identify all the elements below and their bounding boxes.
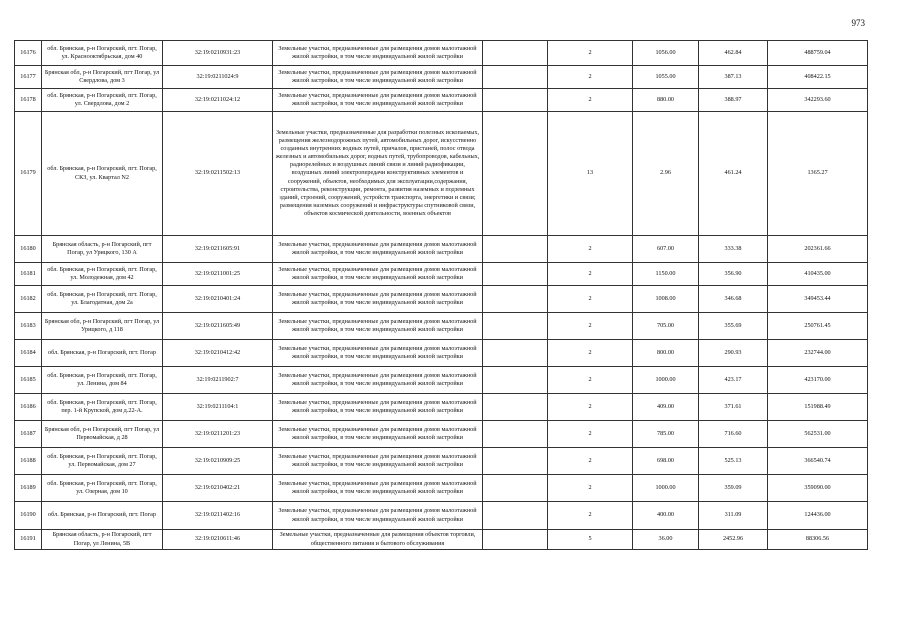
cell-area: 1000.00 (633, 475, 699, 502)
cell-empty (483, 286, 548, 313)
cell-land-usage: Земельные участки, предназначенные для размещения домов малоэтажной жилой застройки, в том числе индивидуальной жилой застройки (273, 475, 483, 502)
cell-cadastral-value: 124436.00 (768, 502, 868, 530)
cell-unit-value: 525.13 (699, 448, 768, 475)
cell-cadastral-number: 32:19:0211024:9 (163, 66, 273, 89)
cell-cadastral-value: 151988.49 (768, 394, 868, 421)
cell-group: 2 (548, 421, 633, 448)
table-row (15, 263, 868, 286)
cell-group: 2 (548, 502, 633, 530)
cell-area: 607.00 (633, 236, 699, 263)
table-row (15, 502, 868, 530)
cell-address: обл. Брянская, р-н Погарский, пгт. Погар, ул. Первомайская, дом 27 (42, 448, 163, 475)
cell-group: 2 (548, 263, 633, 286)
cell-id: 16182 (15, 286, 42, 313)
cell-cadastral-value: 232744.00 (768, 340, 868, 367)
cell-land-usage: Земельные участки, предназначенные для размещения домов малоэтажной жилой застройки, в том числе индивидуальной жилой застройки (273, 313, 483, 340)
table-row (15, 475, 868, 502)
cell-id: 16183 (15, 313, 42, 340)
cell-empty (483, 313, 548, 340)
cell-area: 2.96 (633, 112, 699, 236)
cell-unit-value: 356.90 (699, 263, 768, 286)
cell-address: Брянская обл, р-н Погарский, пгт Погар, ул Урицкого, д 118 (42, 313, 163, 340)
cell-unit-value: 311.09 (699, 502, 768, 530)
table-row (15, 112, 868, 236)
cell-cadastral-number: 32:19:0211502:13 (163, 112, 273, 236)
cell-group: 2 (548, 367, 633, 394)
cell-unit-value: 2452.96 (699, 530, 768, 550)
cell-land-usage: Земельные участки, предназначенные для размещения домов малоэтажной жилой застройки, в том числе индивидуальной жилой застройки (273, 66, 483, 89)
cell-empty (483, 475, 548, 502)
cell-group: 2 (548, 286, 633, 313)
cell-area: 1000.00 (633, 367, 699, 394)
table-row (15, 421, 868, 448)
cell-land-usage: Земельные участки, предназначенные для размещения домов малоэтажной жилой застройки, в том числе индивидуальной жилой застройки (273, 421, 483, 448)
cell-empty (483, 502, 548, 530)
cell-id: 16178 (15, 89, 42, 112)
cell-unit-value: 716.60 (699, 421, 768, 448)
cell-land-usage: Земельные участки, предназначенные для размещения домов малоэтажной жилой застройки, в том числе индивидуальной жилой застройки (273, 286, 483, 313)
cell-empty (483, 236, 548, 263)
cell-land-usage: Земельные участки, предназначенные для размещения домов малоэтажной жилой застройки, в том числе индивидуальной жилой застройки (273, 502, 483, 530)
cell-unit-value: 290.93 (699, 340, 768, 367)
cell-group: 2 (548, 313, 633, 340)
cell-address: обл. Брянская, р-н Погарский, пгт. Погар, ул. Молодежная, дом 42 (42, 263, 163, 286)
cell-cadastral-number: 32:19:0211605:49 (163, 313, 273, 340)
cell-cadastral-value: 1365.27 (768, 112, 868, 236)
cell-unit-value: 423.17 (699, 367, 768, 394)
cell-address: обл. Брянская, р-н Погарский, пгт. Погар, СКЗ, ул. Квартал N2 (42, 112, 163, 236)
cell-address: Брянская область, р-н Погарский, пгт Погар, ул Ленина, 5В (42, 530, 163, 550)
cell-address: обл. Брянская, р-н Погарский, пгт. Погар, ул. Краснооктябрьская, дом 40 (42, 41, 163, 66)
cell-cadastral-number: 32:19:0210401:24 (163, 286, 273, 313)
cell-address: обл. Брянская, р-н Погарский, пгт. Погар, ул. Озерная, дом 10 (42, 475, 163, 502)
cell-land-usage: Земельные участки, предназначенные для размещения домов малоэтажной жилой застройки, в том числе индивидуальной жилой застройки (273, 263, 483, 286)
cell-group: 5 (548, 530, 633, 550)
cell-empty (483, 89, 548, 112)
cell-cadastral-number: 32:19:0211201:23 (163, 421, 273, 448)
cell-address: обл. Брянская, р-н Погарский, пгт. Погар (42, 502, 163, 530)
cell-address: Брянская обл, р-н Погарский, пгт Погар, ул Свердлова, дом 3 (42, 66, 163, 89)
cell-cadastral-value: 349453.44 (768, 286, 868, 313)
cell-cadastral-value: 562531.00 (768, 421, 868, 448)
cell-cadastral-value: 423170.00 (768, 367, 868, 394)
cell-cadastral-number: 32:19:0211024:12 (163, 89, 273, 112)
table-row (15, 66, 868, 89)
cell-id: 16180 (15, 236, 42, 263)
cell-unit-value: 346.68 (699, 286, 768, 313)
cell-address: обл. Брянская, р-н Погарский, пгт. Погар, ул. Свердлова, дом 2 (42, 89, 163, 112)
cell-cadastral-value: 342293.60 (768, 89, 868, 112)
cell-cadastral-value: 408422.15 (768, 66, 868, 89)
registry-body (15, 41, 868, 550)
cell-empty (483, 394, 548, 421)
cell-area: 1056.00 (633, 41, 699, 66)
cell-area: 400.00 (633, 502, 699, 530)
cell-address: обл. Брянская, р-н Погарский, пгт. Погар, пер. 1-й Крупской, дом д.22-А. (42, 394, 163, 421)
cell-address: Брянская обл, р-н Погарский, пгт Погар, ул Первомайская, д 28 (42, 421, 163, 448)
cell-unit-value: 388.97 (699, 89, 768, 112)
cell-land-usage: Земельные участки, предназначенные для размещения объектов торговли, общественного питания и бытового обслуживания (273, 530, 483, 550)
cell-id: 16179 (15, 112, 42, 236)
cell-cadastral-value: 366540.74 (768, 448, 868, 475)
cell-group: 13 (548, 112, 633, 236)
cell-empty (483, 263, 548, 286)
cell-id: 16191 (15, 530, 42, 550)
cell-unit-value: 333.38 (699, 236, 768, 263)
cell-cadastral-number: 32:19:0210909:25 (163, 448, 273, 475)
cell-id: 16187 (15, 421, 42, 448)
cell-empty (483, 421, 548, 448)
cell-id: 16185 (15, 367, 42, 394)
table-row (15, 313, 868, 340)
cell-cadastral-number: 32:19:0211402:16 (163, 502, 273, 530)
cell-cadastral-value: 88306.56 (768, 530, 868, 550)
cell-unit-value: 387.13 (699, 66, 768, 89)
cell-id: 16181 (15, 263, 42, 286)
cell-cadastral-number: 32:19:0211001:25 (163, 263, 273, 286)
cell-id: 16184 (15, 340, 42, 367)
cell-empty (483, 367, 548, 394)
cell-address: обл. Брянская, р-н Погарский, пгт. Погар (42, 340, 163, 367)
cell-empty (483, 340, 548, 367)
cell-land-usage: Земельные участки, предназначенные для размещения домов малоэтажной жилой застройки, в том числе индивидуальной жилой застройки (273, 448, 483, 475)
cell-unit-value: 355.69 (699, 313, 768, 340)
cell-cadastral-value: 488759.04 (768, 41, 868, 66)
cell-id: 16190 (15, 502, 42, 530)
cell-address: обл. Брянская, р-н Погарский, пгт. Погар, ул. Ленина, дом 84 (42, 367, 163, 394)
cell-address: Брянская область, р-н Погарский, пгт Погар, ул Урицкого, 130 А (42, 236, 163, 263)
cell-group: 2 (548, 448, 633, 475)
cell-empty (483, 112, 548, 236)
cell-id: 16188 (15, 448, 42, 475)
table-row (15, 530, 868, 550)
cell-area: 409.00 (633, 394, 699, 421)
cell-group: 2 (548, 66, 633, 89)
cell-land-usage: Земельные участки, предназначенные для размещения домов малоэтажной жилой застройки, в том числе индивидуальной жилой застройки (273, 367, 483, 394)
cell-area: 1008.00 (633, 286, 699, 313)
cell-cadastral-number: 32:19:0211605:91 (163, 236, 273, 263)
cell-area: 36.00 (633, 530, 699, 550)
cell-cadastral-value: 202361.66 (768, 236, 868, 263)
cell-land-usage: Земельные участки, предназначенные для размещения домов малоэтажной жилой застройки, в том числе индивидуальной жилой застройки (273, 89, 483, 112)
table-row (15, 367, 868, 394)
cell-id: 16189 (15, 475, 42, 502)
table-row (15, 394, 868, 421)
cell-area: 880.00 (633, 89, 699, 112)
cell-cadastral-number: 32:19:0210611:46 (163, 530, 273, 550)
cell-id: 16176 (15, 41, 42, 66)
cell-empty (483, 530, 548, 550)
table-row (15, 236, 868, 263)
cell-land-usage: Земельные участки, предназначенные для размещения домов малоэтажной жилой застройки, в том числе индивидуальной жилой застройки (273, 394, 483, 421)
cell-area: 1055.00 (633, 66, 699, 89)
cell-unit-value: 371.61 (699, 394, 768, 421)
cell-land-usage: Земельные участки, предназначенные для разработки полезных ископаемых, размещения железнодорожных путей, автомобильных дорог, искусственно созданных внутренних водных путей, причалов, пристаней, полос отвода железных и автомобильных дорог, водных путей, трубопроводов, кабельных, радиорелейных и воздушных линий связи и линий радиофикации, воздушных линий электропередачи конструктивных элементов и сооружений, объектов, необходимых для эксплуатации,содержания, строительства, реконструкции, ремонта, развития наземных и подземных зданий, строений, сооружений, устройств транспорта, энергетики и связи; размещения наземных сооружений и инфраструктуры спутниковой связи, объектов космической деятельности, военных объектов (273, 112, 483, 236)
cell-cadastral-value: 410435.00 (768, 263, 868, 286)
cell-unit-value: 461.24 (699, 112, 768, 236)
table-row (15, 89, 868, 112)
cell-group: 2 (548, 89, 633, 112)
cell-area: 785.00 (633, 421, 699, 448)
cell-area: 698.00 (633, 448, 699, 475)
cell-land-usage: Земельные участки, предназначенные для размещения домов малоэтажной жилой застройки, в том числе индивидуальной жилой застройки (273, 236, 483, 263)
cell-empty (483, 66, 548, 89)
table-row (15, 448, 868, 475)
cell-cadastral-value: 359090.00 (768, 475, 868, 502)
cell-unit-value: 359.09 (699, 475, 768, 502)
table-row (15, 340, 868, 367)
cell-group: 2 (548, 236, 633, 263)
page-number: 973 (851, 18, 865, 28)
cell-empty (483, 448, 548, 475)
cell-land-usage: Земельные участки, предназначенные для размещения домов малоэтажной жилой застройки, в том числе индивидуальной жилой застройки (273, 41, 483, 66)
cell-area: 705.00 (633, 313, 699, 340)
cell-group: 2 (548, 41, 633, 66)
cell-area: 1150.00 (633, 263, 699, 286)
cell-cadastral-number: 32:19:0211902:7 (163, 367, 273, 394)
cell-cadastral-number: 32:19:0210402:21 (163, 475, 273, 502)
cell-land-usage: Земельные участки, предназначенные для размещения домов малоэтажной жилой застройки, в том числе индивидуальной жилой застройки (273, 340, 483, 367)
cell-area: 800.00 (633, 340, 699, 367)
table-row (15, 41, 868, 66)
table-row (15, 286, 868, 313)
cell-id: 16186 (15, 394, 42, 421)
cell-cadastral-number: 32:19:0210931:23 (163, 41, 273, 66)
cell-address: обл. Брянская, р-н Погарский, пгт. Погар, ул. Благодатная, дом 2а (42, 286, 163, 313)
cell-cadastral-number: 32:19:0211104:1 (163, 394, 273, 421)
cell-id: 16177 (15, 66, 42, 89)
land-registry-table (14, 40, 868, 550)
cell-cadastral-value: 250761.45 (768, 313, 868, 340)
cell-group: 2 (548, 394, 633, 421)
cell-cadastral-number: 32:19:0210412:42 (163, 340, 273, 367)
cell-unit-value: 462.84 (699, 41, 768, 66)
cell-group: 2 (548, 340, 633, 367)
cell-group: 2 (548, 475, 633, 502)
cell-empty (483, 41, 548, 66)
